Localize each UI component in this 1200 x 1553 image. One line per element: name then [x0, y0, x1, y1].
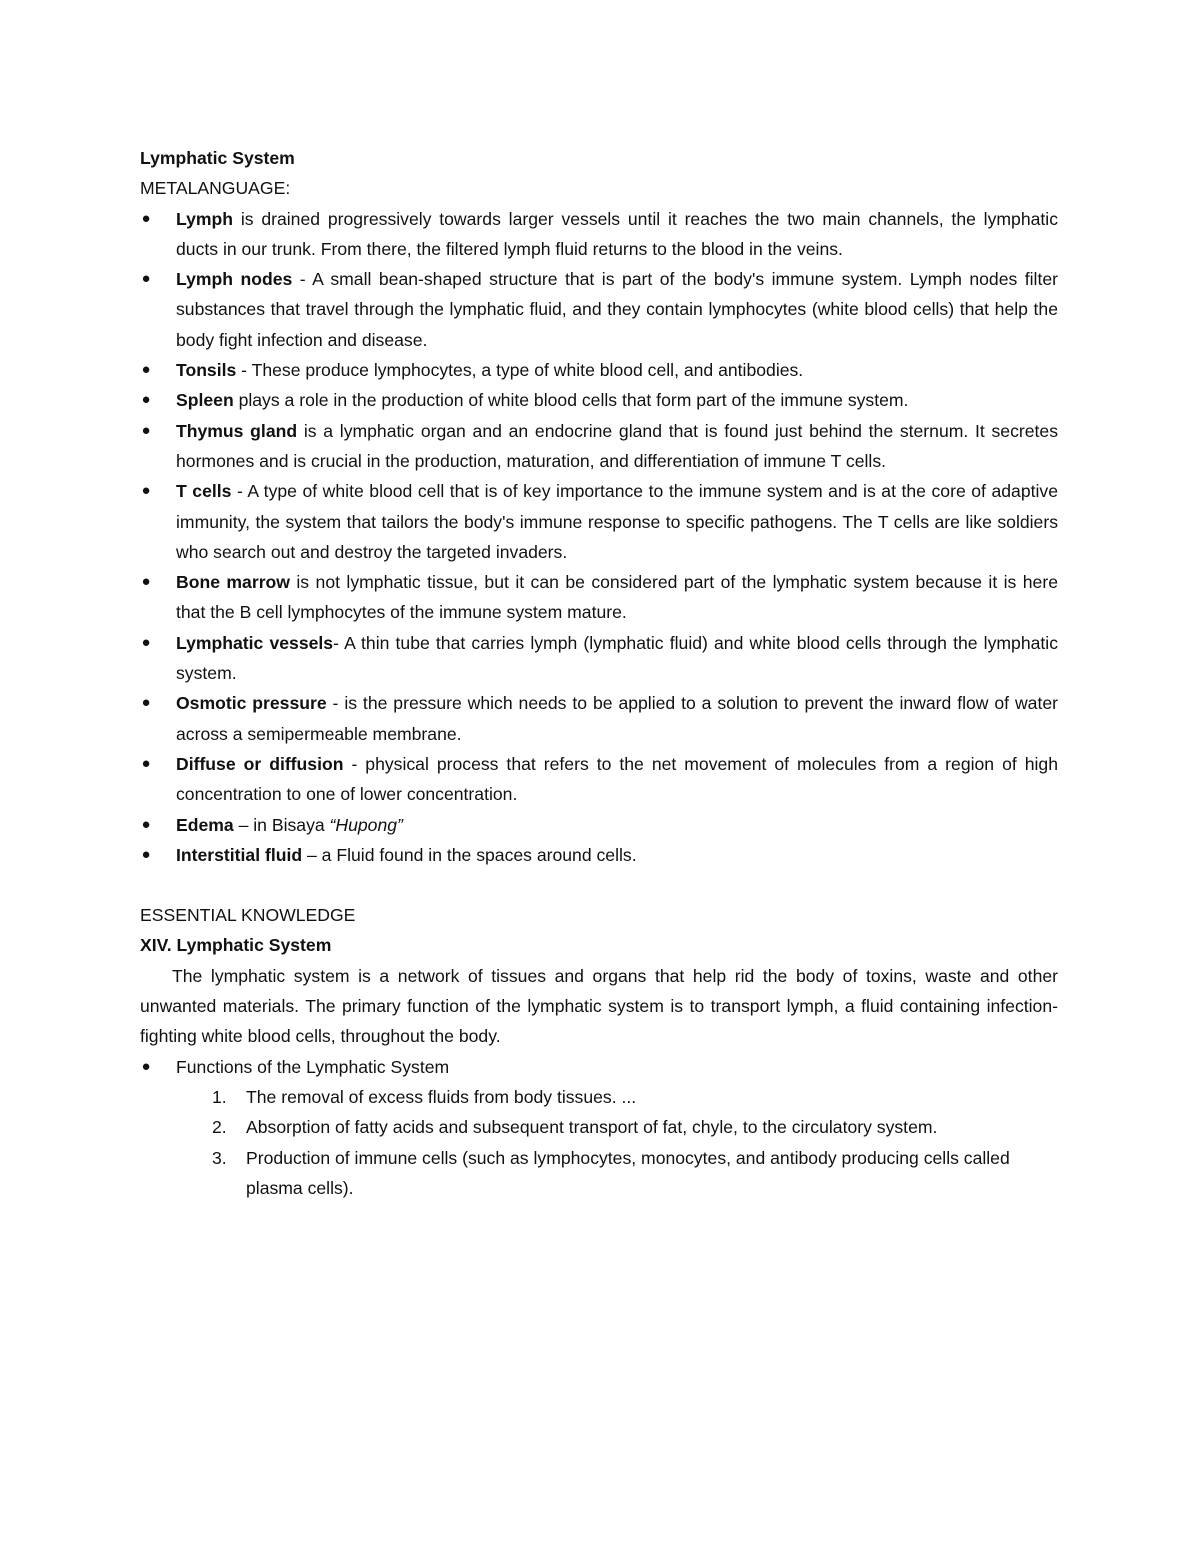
definition-item-diffusion — [140, 749, 1058, 810]
definition-text: is not lymphatic tissue, but it can be considered part of the lymphatic system because it is here that the B cell lymphocytes of the immune system mature. — [176, 572, 1058, 623]
definition-item-thymus-gland — [140, 416, 1058, 477]
definition-text: – in Bisaya — [233, 814, 330, 835]
bullet-icon: ● — [141, 209, 151, 227]
functions-heading: Functions of the Lymphatic System — [176, 1056, 450, 1077]
bullet-icon: ● — [141, 754, 151, 772]
definition-term: Bone marrow — [176, 572, 290, 593]
definition-term: Edema — [176, 814, 234, 835]
definition-text: - A type of white blood cell that is of key importance to the immune system and is at the core of adaptive immunity, the system that tailors the body's immune response to specific pathogens. The T cells are like soldiers who search out and destroy the targeted invaders. — [176, 481, 1058, 562]
definition-item-lymph-nodes — [140, 264, 1058, 355]
definition-item-t-cells — [140, 476, 1058, 567]
bullet-icon: ● — [141, 845, 151, 863]
function-item — [212, 1082, 1058, 1112]
definition-text: - physical process that refers to the net movement of molecules from a region of high concentration to one of lower concentration. — [176, 753, 1058, 805]
definition-text: is a lymphatic organ and an endocrine gland that is found just behind the sternum. It secretes hormones and is crucial in the production, maturation, and differentiation of immune T cells. — [176, 420, 1058, 471]
function-item — [212, 1112, 1058, 1142]
definition-term: Interstitial fluid — [176, 844, 303, 865]
bullet-icon: ● — [141, 361, 151, 379]
definition-item-tonsils — [140, 355, 1058, 385]
definition-text: plays a role in the production of white blood cells that form part of the immune system. — [233, 390, 909, 411]
definition-text: – a Fluid found in the spaces around cells. — [302, 844, 637, 865]
definition-list — [140, 204, 1058, 871]
definition-item-spleen — [140, 385, 1058, 415]
intro-paragraph: The lymphatic system is a network of tissues and organs that help rid the body of toxins, waste and other unwanted materials. The primary function of the lymphatic system is to transport lymph, a fluid containing infection-fighting white blood cells, throughout the body. — [140, 965, 1058, 1047]
definition-item-lymph — [140, 204, 1058, 265]
bullet-icon: ● — [141, 573, 151, 591]
function-item — [212, 1143, 1058, 1204]
functions-bullet-list — [140, 1052, 1058, 1082]
bullet-icon: ● — [141, 633, 151, 651]
definition-term: Lymph — [176, 208, 234, 229]
definition-text: is drained progressively towards larger vessels until it reaches the two main channels, the lymphatic ducts in our trunk. From there, the filtered lymph fluid returns to the blood in the veins. — [176, 208, 1058, 259]
bullet-icon: ● — [141, 1057, 151, 1075]
function-text: Production of immune cells (such as lymphocytes, monocytes, and antibody producing cells called plasma cells). — [246, 1147, 1010, 1198]
definition-term: Tonsils — [176, 360, 237, 381]
functions-heading-item — [140, 1052, 1058, 1082]
bullet-icon: ● — [141, 815, 151, 833]
function-text: The removal of excess fluids from body tissues. ... — [246, 1086, 637, 1107]
bullet-icon: ● — [141, 421, 151, 439]
function-text: Absorption of fatty acids and subsequent transport of fat, chyle, to the circulatory system. — [246, 1117, 938, 1138]
definition-text: - A thin tube that carries lymph (lymphatic fluid) and white blood cells through the lymphatic system. — [176, 632, 1058, 684]
bullet-icon: ● — [141, 391, 151, 409]
definition-item-lymphatic-vessels — [140, 628, 1058, 689]
section-title: XIV. Lymphatic System — [140, 935, 332, 956]
definition-item-edema — [140, 810, 1058, 840]
function-number: 1. — [212, 1086, 227, 1107]
definition-item-bone-marrow — [140, 567, 1058, 628]
bullet-icon: ● — [141, 482, 151, 500]
definition-text: - is the pressure which needs to be applied to a solution to prevent the inward flow of water across a semipermeable membrane. — [176, 693, 1058, 744]
definition-term: Lymphatic vessels — [176, 632, 334, 653]
definition-term: Diffuse or diffusion — [176, 753, 344, 774]
bullet-icon: ● — [141, 694, 151, 712]
function-number: 2. — [212, 1117, 227, 1138]
spacer — [140, 870, 1058, 900]
definition-term: Spleen — [176, 390, 234, 411]
definition-term: Osmotic pressure — [176, 693, 327, 714]
functions-list — [140, 1082, 1058, 1203]
essential-knowledge-label: ESSENTIAL KNOWLEDGE — [140, 905, 356, 926]
definition-term: Thymus gland — [176, 420, 298, 441]
bullet-icon: ● — [141, 270, 151, 288]
definition-text: - These produce lymphocytes, a type of white blood cell, and antibodies. — [236, 360, 804, 381]
document-page — [140, 143, 1058, 1203]
definition-italic-text: “Hupong” — [329, 814, 403, 835]
definition-text: - A small bean-shaped structure that is part of the body's immune system. Lymph nodes filter substances that travel through the lymphatic fluid, and they contain lymphocytes (white blood cells) that help the body fight infection and disease. — [176, 269, 1058, 350]
definition-term: Lymph nodes — [176, 269, 293, 290]
metalanguage-label: METALANGUAGE: — [140, 178, 291, 199]
function-number: 3. — [212, 1147, 227, 1168]
definition-term: T cells — [176, 481, 232, 502]
definition-item-interstitial-fluid — [140, 840, 1058, 870]
definition-item-osmotic-pressure — [140, 688, 1058, 749]
document-title: Lymphatic System — [140, 148, 295, 168]
